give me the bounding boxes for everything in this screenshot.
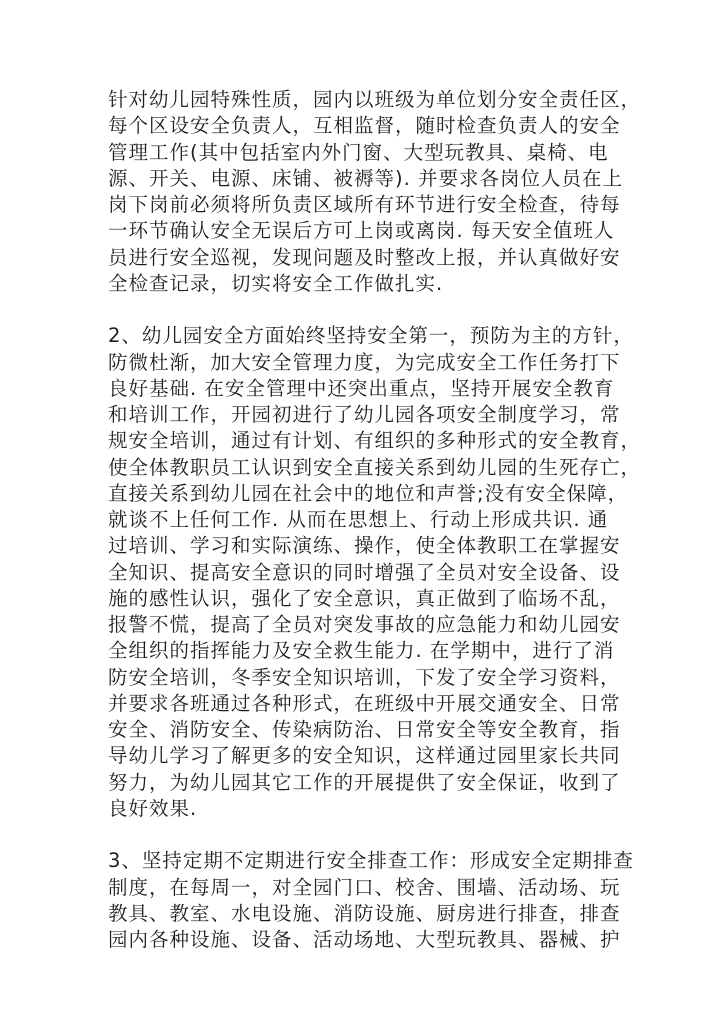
text-line: 使全体教职员工认识到安全直接关系到幼儿园的生死存亡， <box>108 455 642 479</box>
text-line: 规安全培训，通过有计划、有组织的多种形式的安全教育， <box>108 429 642 453</box>
text-line: 施的感性认识，强化了安全意识，真正做到了临场不乱， <box>108 586 621 610</box>
text-line: 防微杜渐，加大安全管理力度，为完成安全工作任务打下 <box>108 350 621 374</box>
text-line: 3、坚持定期不定期进行安全排查工作：形成安全定期排查 <box>108 849 634 873</box>
text-line: 防安全培训，冬季安全知识培训，下发了安全学习资料， <box>108 665 621 689</box>
text-line: 良好基础. 在安全管理中还突出重点，坚持开展安全教育 <box>108 376 615 400</box>
text-line: 针对幼儿园特殊性质，园内以班级为单位划分安全责任区， <box>108 88 642 111</box>
text-line: 全检查记录，切实将安全工作做扎实. <box>108 271 444 295</box>
text-line: 全知识、提高安全意识的同时增强了全员对安全设备、设 <box>108 560 621 584</box>
text-line: 良好效果. <box>108 796 198 820</box>
paragraph <box>108 848 634 953</box>
text-line: 就谈不上任何工作. 从而在思想上、行动上形成共识. 通 <box>108 508 609 531</box>
text-line: 每个区设安全负责人，互相监督，随时检查负责人的安全 <box>108 114 621 138</box>
text-line: 岗下岗前必须将所负责区域所有环节进行安全检查，待每 <box>108 193 621 216</box>
paragraph-gap <box>108 822 628 848</box>
text-line: 导幼儿学习了解更多的安全知识，这样通过园里家长共同 <box>108 744 621 768</box>
paragraph-gap <box>108 297 628 323</box>
text-line: 直接关系到幼儿园在社会中的地位和声誉;没有安全保障， <box>108 481 629 505</box>
text-line: 源、开关、电源、床铺、被褥等). 并要求各岗位人员在上 <box>108 166 624 190</box>
text-line: 全组织的指挥能力及安全救生能力. 在学期中，进行了消 <box>108 639 615 663</box>
paragraph <box>108 87 642 297</box>
text-line: 员进行安全巡视，发现问题及时整改上报，并认真做好安 <box>108 245 621 269</box>
text-line: 报警不慌，提高了全员对突发事故的应急能力和幼儿园安 <box>108 613 621 636</box>
text-line: 一环节确认安全无误后方可上岗或离岗. 每天安全值班人 <box>108 219 615 243</box>
text-line: 安全、消防安全、传染病防治、日常安全等安全教育，指 <box>108 718 621 741</box>
document-body <box>108 87 642 953</box>
text-line: 教具、教室、水电设施、消防设施、厨房进行排查，排查 <box>108 901 621 925</box>
text-line: 并要求各班通过各种形式，在班级中开展交通安全、日常 <box>108 691 621 715</box>
paragraph <box>108 323 642 822</box>
text-line: 和培训工作，开园初进行了幼儿园各项安全制度学习，常 <box>108 403 621 426</box>
text-line: 2、幼儿园安全方面始终坚持安全第一，预防为主的方针， <box>108 324 634 348</box>
text-line: 过培训、学习和实际演练、操作，使全体教职工在掌握安 <box>108 534 621 558</box>
text-line: 制度，在每周一，对全园门口、校舍、围墙、活动场、玩 <box>108 875 621 899</box>
text-line: 努力，为幼儿园其它工作的开展提供了安全保证，收到了 <box>108 770 621 794</box>
text-line: 园内各种设施、设备、活动场地、大型玩教具、器械、护 <box>108 928 621 951</box>
text-line: 管理工作(其中包括室内外门窗、大型玩教具、桌椅、电 <box>108 140 609 164</box>
